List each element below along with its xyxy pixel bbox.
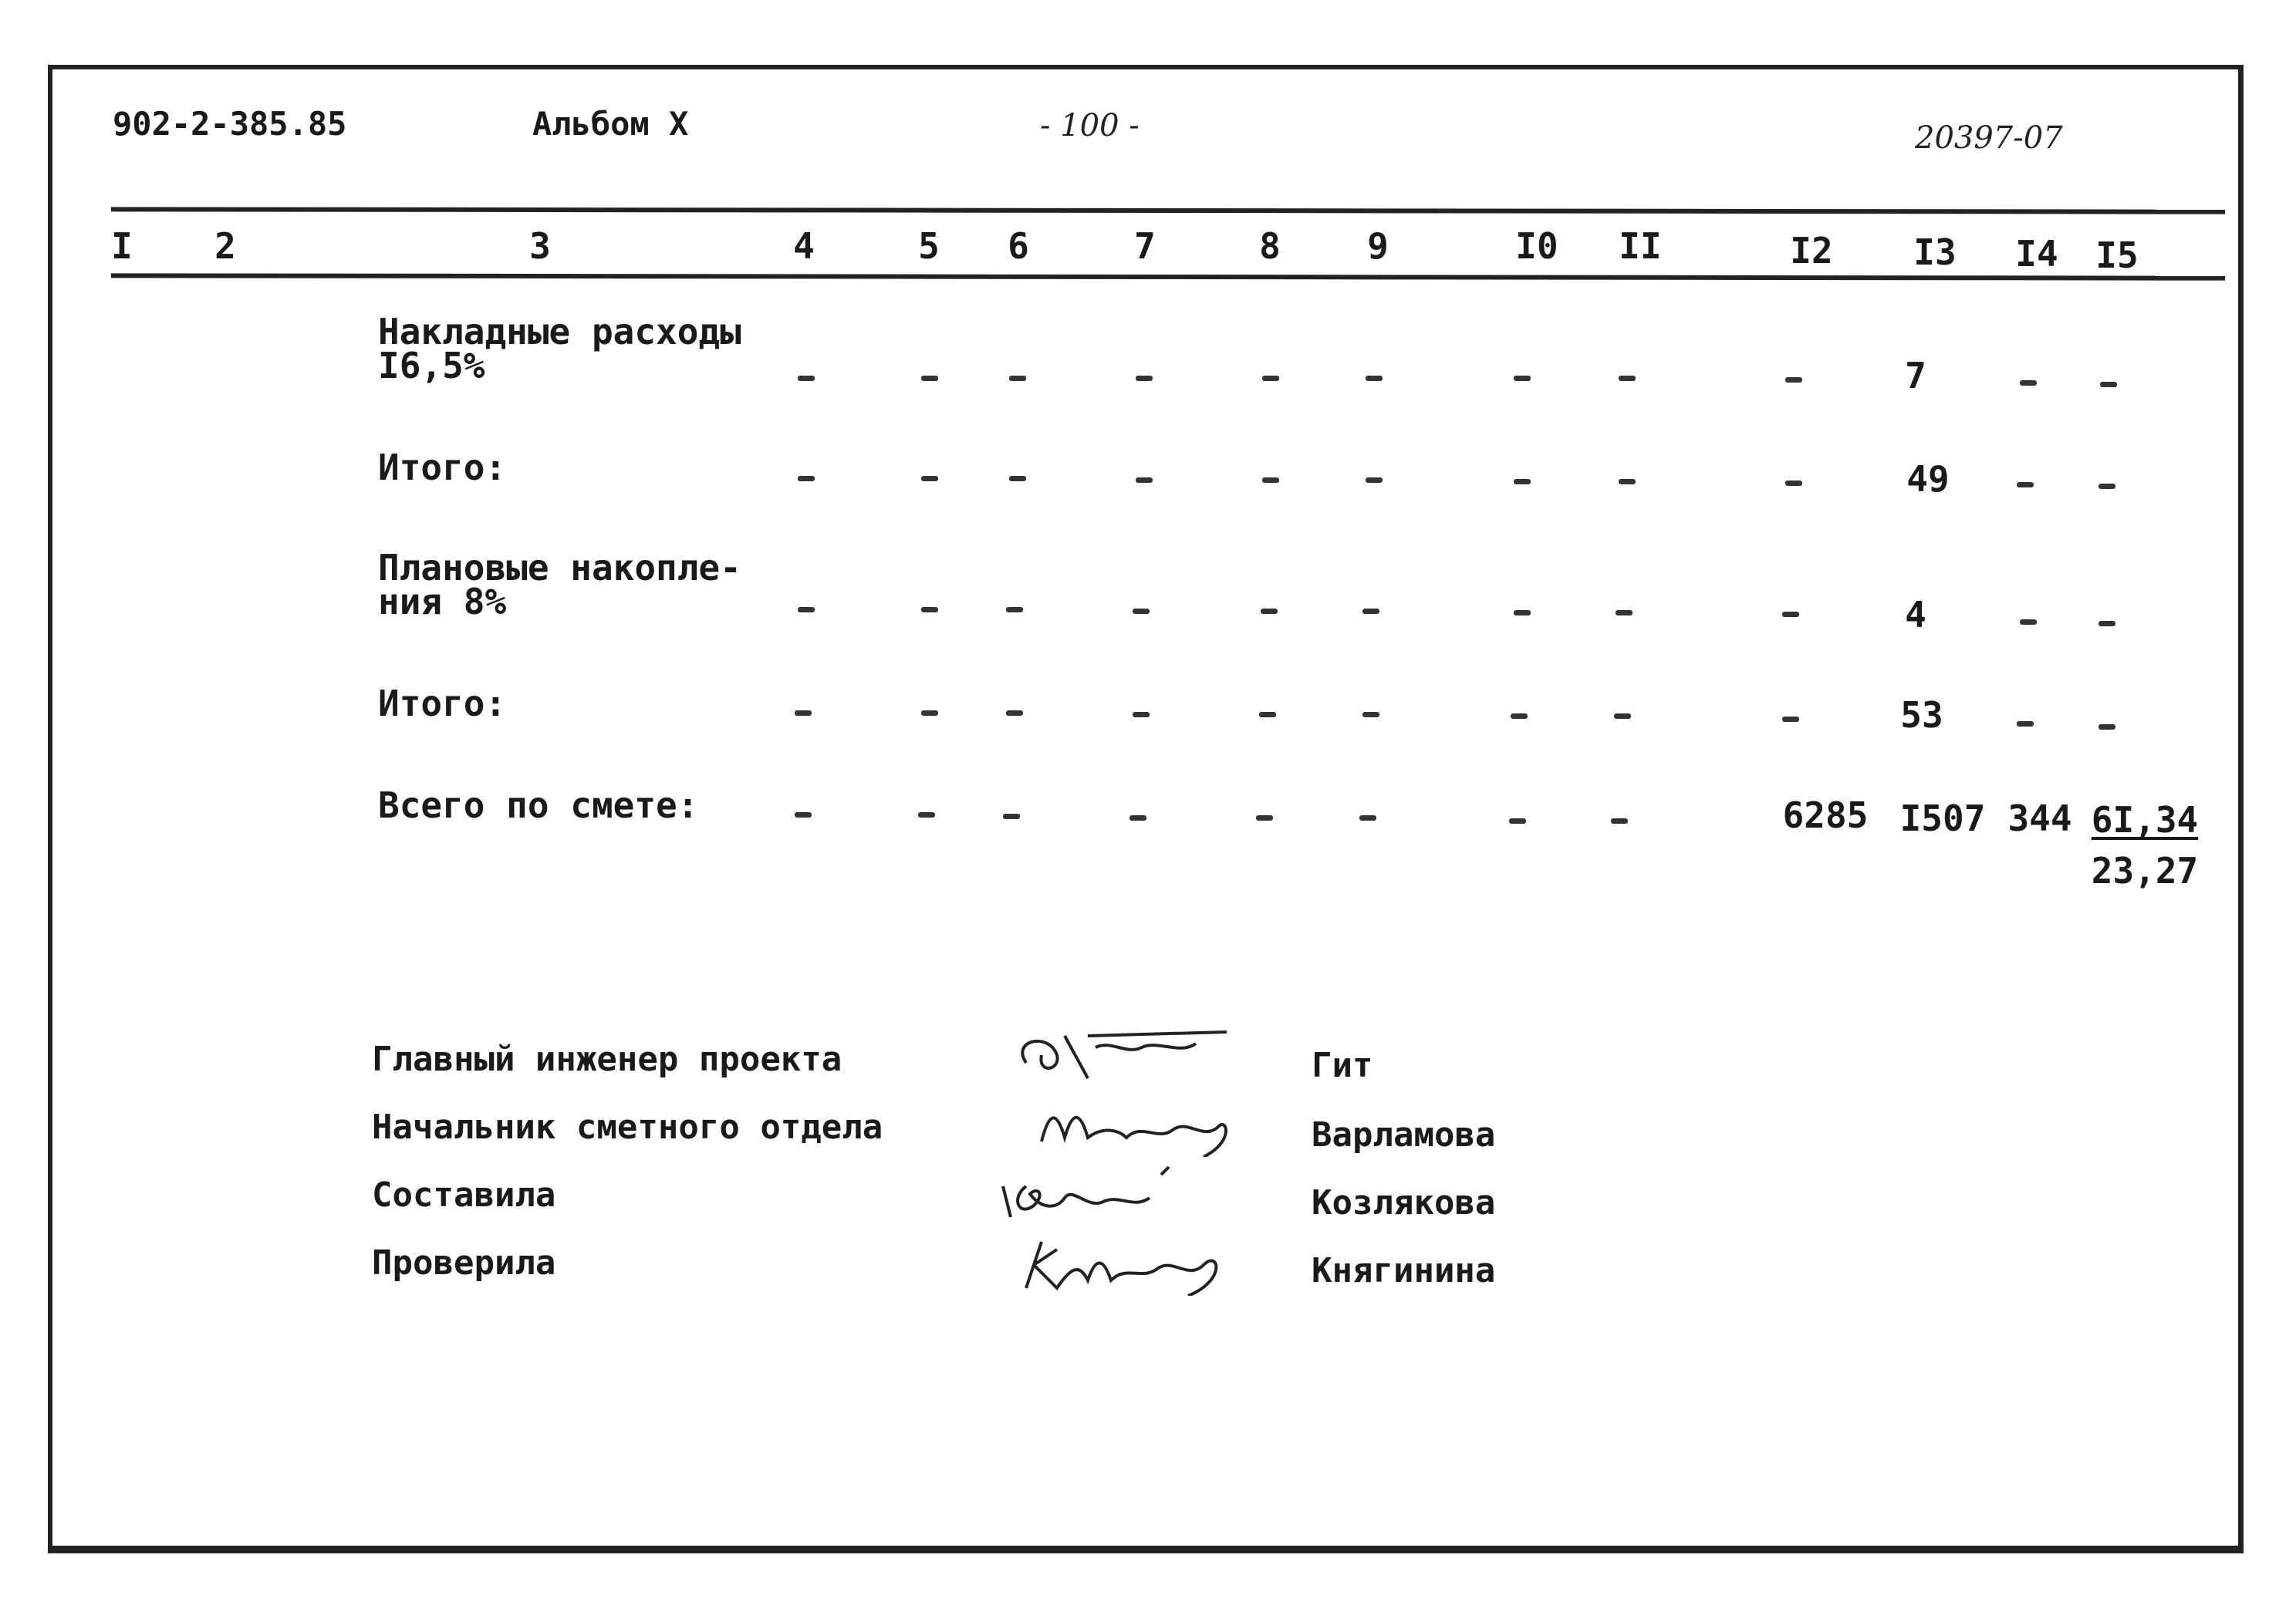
total-value-denominator: 23,27 <box>2091 850 2199 892</box>
signature-name: Княгинина <box>1312 1251 1496 1290</box>
handwritten-signature <box>995 1095 1304 1157</box>
row-value: 7 <box>1905 355 1926 396</box>
row-label: Плановые накопле- ния 8% <box>378 547 741 622</box>
row-value: 49 <box>1906 458 1950 500</box>
empty-dash <box>1585 458 1670 500</box>
empty-dash <box>887 690 972 731</box>
signature-name: Козлякова <box>1312 1183 1496 1222</box>
empty-dash <box>1480 589 1565 631</box>
column-number: I4 <box>2015 233 2058 275</box>
empty-dash <box>1102 457 1187 498</box>
total-value: 6285 <box>1782 794 1869 836</box>
column-number: 6 <box>1008 225 1029 267</box>
empty-dash <box>887 355 972 396</box>
empty-dash <box>1477 693 1562 734</box>
empty-dash <box>1329 691 1413 733</box>
row-label: Накладные расходы I6,5% <box>378 311 741 386</box>
column-number: I0 <box>1515 225 1558 267</box>
row-label: Итого: <box>378 683 507 724</box>
total-value-numerator: 6I,34 <box>2091 799 2199 841</box>
signature-name: Варламова <box>1312 1115 1496 1155</box>
empty-dash <box>972 690 1057 731</box>
handwritten-signature <box>995 1024 1304 1086</box>
row-value: 4 <box>1905 594 1926 636</box>
page-number: - 100 - <box>1040 108 1140 143</box>
empty-dash <box>1227 588 1312 629</box>
empty-dash <box>969 793 1054 835</box>
empty-dash <box>1099 588 1183 629</box>
signature-role: Начальник сметного отдела <box>372 1108 883 1147</box>
handwritten-signature <box>995 1163 1304 1225</box>
signature-name: Гит <box>1312 1046 1373 1085</box>
signature-role: Составила <box>372 1175 556 1215</box>
empty-dash <box>1225 691 1310 733</box>
total-value: I507 <box>1899 798 1986 839</box>
empty-dash <box>1325 794 1410 836</box>
signature-role: Проверила <box>372 1243 556 1283</box>
stamp-number: 20397-07 <box>1915 120 2063 156</box>
empty-dash <box>1582 589 1666 631</box>
empty-dash <box>1577 798 1662 839</box>
empty-dash <box>2066 361 2151 403</box>
column-number: 3 <box>529 225 551 267</box>
empty-dash <box>1986 359 2071 401</box>
row-label: Итого: <box>378 447 507 488</box>
column-number: I <box>111 225 133 267</box>
column-number: 7 <box>1134 225 1156 267</box>
column-number: 8 <box>1259 225 1281 267</box>
empty-dash <box>1332 457 1416 498</box>
handwritten-signature <box>995 1234 1304 1296</box>
column-number: 4 <box>793 225 815 267</box>
empty-dash <box>764 586 849 628</box>
total-value: 344 <box>2007 798 2072 839</box>
signature-role: Главный инженер проекта <box>372 1040 842 1079</box>
document-code: 902-2-385.85 <box>113 105 347 143</box>
column-number: 2 <box>214 225 236 267</box>
empty-dash <box>975 455 1060 497</box>
empty-dash <box>1480 355 1565 396</box>
empty-dash <box>1751 356 1836 398</box>
empty-dash <box>2065 703 2149 745</box>
empty-dash <box>1748 696 1833 737</box>
empty-dash <box>1585 355 1670 396</box>
column-number: 9 <box>1367 225 1389 267</box>
column-number: II <box>1619 225 1662 267</box>
empty-dash <box>887 586 972 628</box>
empty-dash <box>1983 461 2068 503</box>
empty-dash <box>1748 591 1833 632</box>
empty-dash <box>1580 693 1665 734</box>
empty-dash <box>1228 355 1313 396</box>
column-number: 5 <box>918 225 940 267</box>
empty-dash <box>1099 691 1183 733</box>
empty-dash <box>1102 355 1187 396</box>
empty-dash <box>1096 794 1180 836</box>
empty-dash <box>972 586 1057 628</box>
empty-dash <box>761 690 846 731</box>
empty-dash <box>764 455 849 497</box>
empty-dash <box>1329 588 1413 629</box>
column-number: I5 <box>2095 234 2139 276</box>
empty-dash <box>761 791 846 833</box>
empty-dash <box>2065 463 2149 504</box>
album-label: Альбом X <box>532 105 689 143</box>
empty-dash <box>1751 460 1836 501</box>
empty-dash <box>884 791 969 833</box>
row-label: Всего по смете: <box>378 784 699 826</box>
empty-dash <box>1332 355 1416 396</box>
empty-dash <box>1228 457 1313 498</box>
column-number: I3 <box>1913 231 1957 273</box>
empty-dash <box>1983 700 2068 742</box>
empty-dash <box>975 355 1060 396</box>
empty-dash <box>887 455 972 497</box>
column-number: I2 <box>1790 230 1833 271</box>
empty-dash <box>2065 600 2149 642</box>
empty-dash <box>764 355 849 396</box>
empty-dash <box>1475 798 1560 839</box>
empty-dash <box>1222 794 1307 836</box>
empty-dash <box>1480 458 1565 500</box>
row-value: 53 <box>1900 694 1943 736</box>
empty-dash <box>1986 599 2071 640</box>
